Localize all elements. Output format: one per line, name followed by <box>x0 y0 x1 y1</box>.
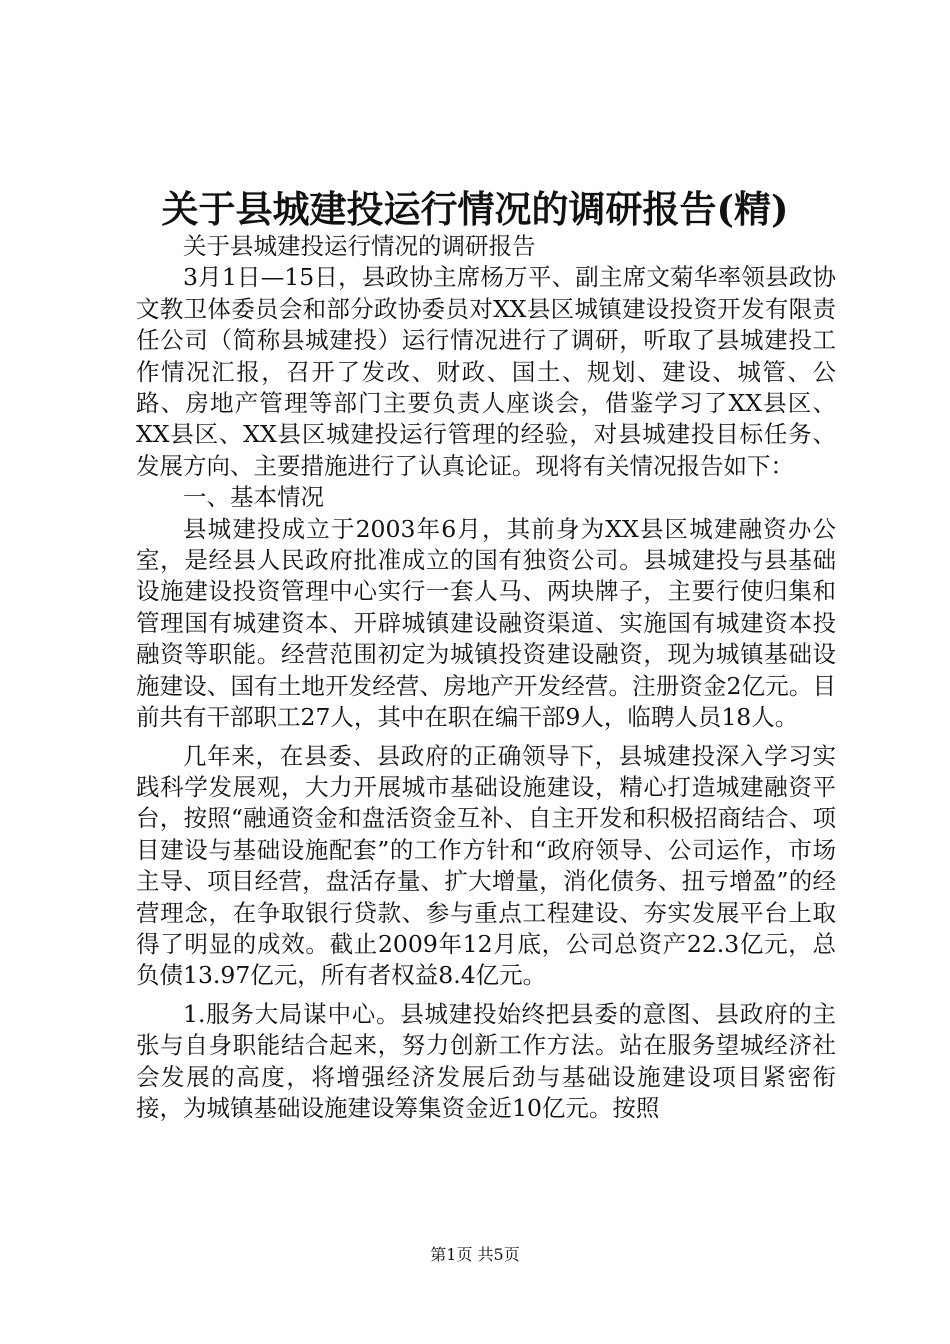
paragraph-service: 1.服务大局谋中心。县城建投始终把县委的意图、县政府的主张与自身职能结合起来，努力创新工作方法。站在服务望城经济社会发展的高度，将增强经济发展后劲与基础设施建设项目紧密衔接，为城镇基础设施建设筹集资金近10亿元。按照 <box>136 999 836 1122</box>
paragraph-intro: 3月1日—15日，县政协主席杨万平、副主席文菊华率领县政协文教卫体委员会和部分政协委员对XX县区城镇建设投资开发有限责任公司（简称县城建投）运行情况进行了调研，听取了县城建投工作情况汇报，召开了发改、财政、国土、规划、建设、城管、公路、房地产管理等部门主要负责人座谈会，借鉴学习了XX县区、XX县区、XX县区城建投运行管理的经验，对县城建投目标任务、发展方向、主要措施进行了认真论证。现将有关情况报告如下： <box>136 263 836 480</box>
document-body <box>136 231 836 1124</box>
document-title: 关于县城建投运行情况的调研报告(精) <box>161 187 789 231</box>
paragraph-achievements: 几年来，在县委、县政府的正确领导下，县城建投深入学习实践科学发展观，大力开展城市基础设施建设，精心打造城建融资平台，按照“融通资金和盘活资金互补、自主开发和积极招商结合、项目建设与基础设施配套”的工作方针和“政府领导、公司运作，市场主导、项目经营，盘活存量、扩大增量，消化债务、扭亏增盈”的经营理念，在争取银行贷款、参与重点工程建设、夯实发展平台上取得了明显的成效。截止2009年12月底，公司总资产22.3亿元，总负债13.97亿元，所有者权益8.4亿元。 <box>136 741 836 990</box>
document-subtitle: 关于县城建投运行情况的调研报告 <box>183 232 536 260</box>
section-heading-basic: 一、基本情况 <box>183 483 324 512</box>
page-footer: 第1页 共5页 <box>430 1245 520 1264</box>
paragraph-basic-info: 县城建投成立于2003年6月，其前身为XX县区城建融资办公室，是经县人民政府批准成立的国有独资公司。县城建投与县基础设施建设投资管理中心实行一套人马、两块牌子，主要行使归集和管理国有城建资本、开辟城镇建设融资渠道、实施国有城建资本投融资等职能。经营范围初定为城镇投资建设融资，现为城镇基础设施建设、国有土地开发经营、房地产开发经营。注册资金2亿元。目前共有干部职工27人，其中在职在编干部9人，临聘人员18人。 <box>136 514 836 732</box>
